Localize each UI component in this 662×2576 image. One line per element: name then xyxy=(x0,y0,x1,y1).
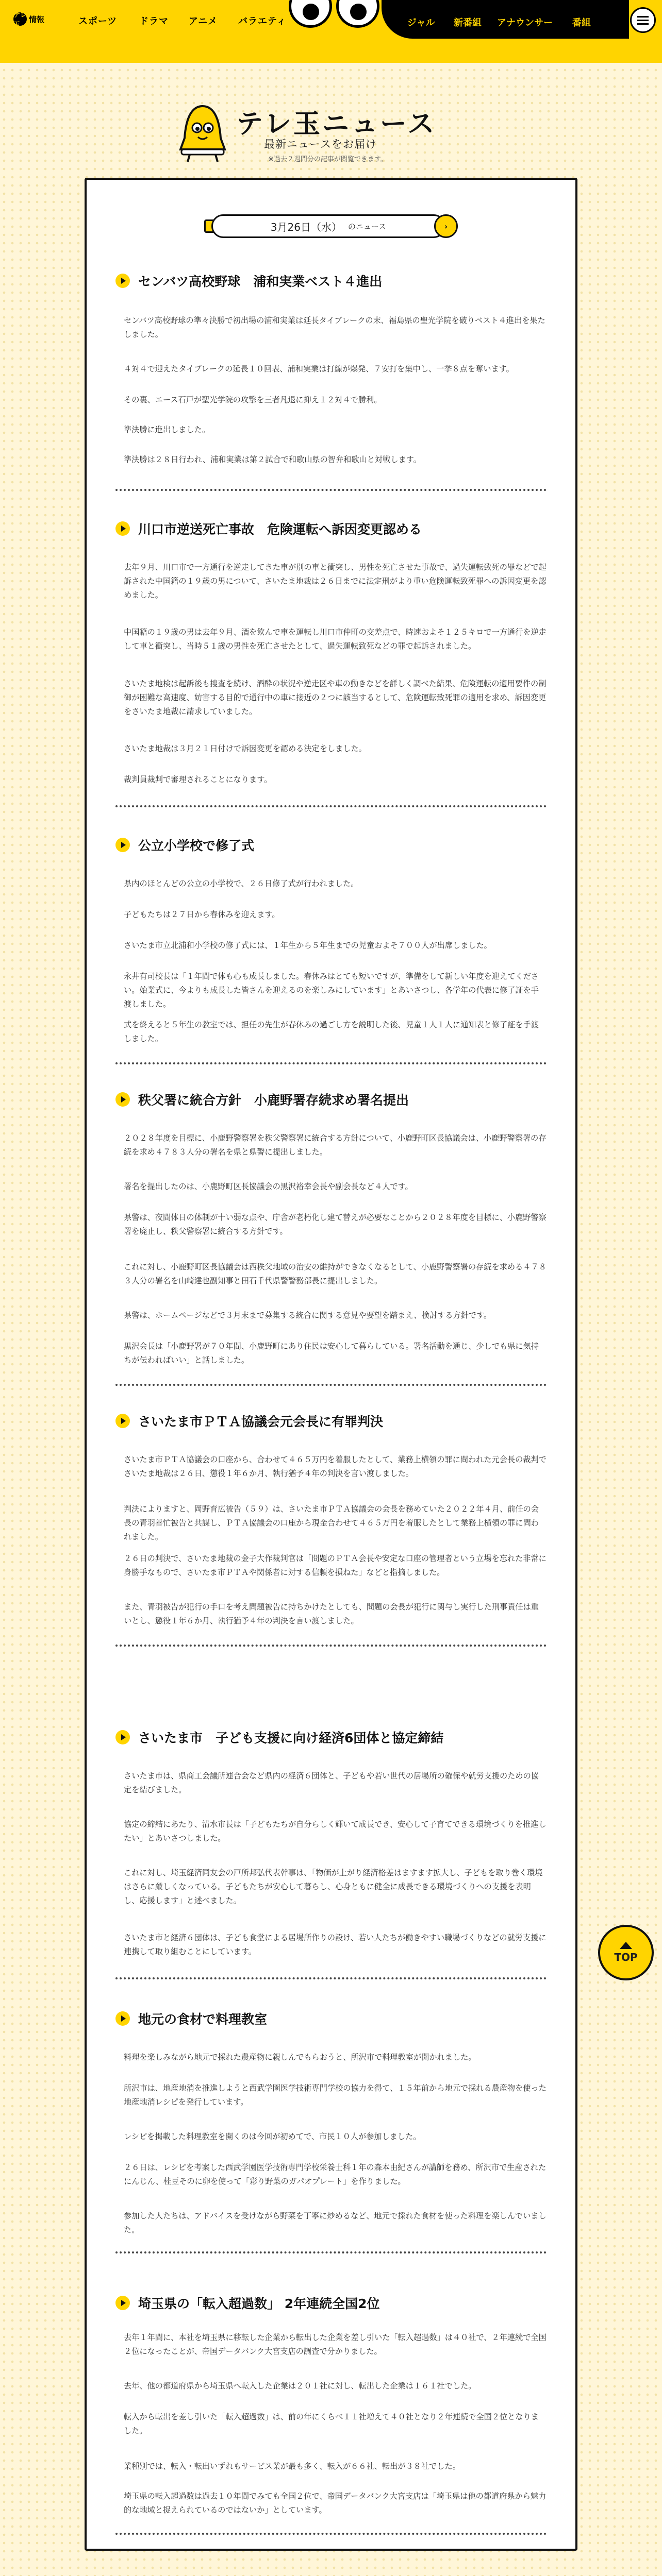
nav-anime[interactable]: アニメ xyxy=(189,16,218,27)
logo-sub: 情報 xyxy=(29,14,45,24)
nav-genre[interactable]: ジャル xyxy=(407,18,435,28)
article-title-text: センバツ高校野球 浦和実業ベスト４進出 xyxy=(138,274,383,289)
article-paragraph: ４対４で迎えたタイブレークの延長１０回表、浦和実業は打線が爆発、７安打を集中し、一挙８点を奪います。 xyxy=(124,364,514,374)
article-title-text: 地元の食材で料理教室 xyxy=(138,2012,268,2027)
site-header xyxy=(0,0,662,63)
news-date-suffix: のニュース xyxy=(347,222,387,231)
arrow-bullet-icon xyxy=(115,274,130,288)
article-title xyxy=(115,1728,547,1747)
article-paragraph: 準決勝に進出しました。 xyxy=(124,425,210,434)
article-paragraph: 子どもたちは２７日から春休みを迎えます。 xyxy=(124,910,280,919)
hamburger-menu-icon[interactable] xyxy=(630,7,656,33)
article-paragraph: さいたま市と経済６団体は、子ども食堂による居場所作りの設け、若い人たちが働きやすい職場づくりなどの就労支援に連携して取り組むことにしています。 xyxy=(124,1933,547,1956)
article xyxy=(115,2294,547,2515)
article-divider xyxy=(115,1384,547,1386)
arrow-bullet-icon xyxy=(115,521,130,536)
date-pill xyxy=(211,214,445,238)
article-title xyxy=(115,1090,547,1109)
article-paragraph: 県警は、ホームページなどで３月末まで募集する統合に関する意見や要望を踏まえ、検討する方針です。 xyxy=(124,1311,492,1320)
article-paragraph: センバツ高校野球の準々決勝で初出場の浦和実業は延長タイブレークの末、福島県の聖光学院を破りベスト４進出を果たしました。 xyxy=(124,316,545,339)
article-divider xyxy=(115,1645,547,1647)
up-arrow-icon xyxy=(620,1942,632,1949)
article-divider xyxy=(115,1062,547,1064)
logo-mark: テレ玉 xyxy=(13,11,27,29)
nav-announcers[interactable]: アナウンサー xyxy=(497,18,553,28)
right-nav-bar xyxy=(382,0,629,39)
site-logo[interactable] xyxy=(13,11,65,27)
article-paragraph: さいたま地裁は３月２１日付けで訴因変更を認める決定をしました。 xyxy=(124,744,367,753)
article xyxy=(115,836,547,1043)
mascot-eyes xyxy=(289,0,382,31)
nav-variety[interactable]: バラエティ xyxy=(238,16,287,27)
header-wave-edge xyxy=(0,55,662,63)
article-paragraph: 業種別では、転入・転出いずれもサービス業が最も多く、転入が６６社、転出が３８社でした。 xyxy=(124,2462,460,2471)
article-title-text: 秩父署に統合方針 小鹿野署存続求め署名提出 xyxy=(138,1093,409,1108)
back-to-top-label: TOP xyxy=(614,1951,638,1963)
article-title-text: さいたま市ＰＴＡ協議会元会長に有罪判決 xyxy=(138,1414,384,1429)
article-paragraph: 中国籍の１９歳の男は去年９月、酒を飲んで車を運転し川口市仲町の交差点で、時速およそ１２５キロで一方通行を逆走して車と衝突し、当時５１歳の男性を死亡させたとして、過失運転致死などの罪で起訴されました。 xyxy=(124,628,547,651)
article-divider xyxy=(115,2533,547,2535)
article-paragraph: その裏、エース石戸が聖光学院の攻撃を三者凡退に抑え１２対４で勝利。 xyxy=(124,395,382,404)
article-paragraph: 去年、他の都道府県から埼玉県へ転入した企業は２０１社に対し、転出した企業は１６１社でした。 xyxy=(124,2381,476,2391)
article xyxy=(115,272,547,464)
page-subtitle: 最新ニュースをお届け xyxy=(264,138,377,150)
article xyxy=(115,1412,547,1625)
article-paragraph: ２６日の判決で、さいたま地裁の金子大作裁判官は「問題のＰＴＡ会長や安定な口座の管理者という立場を忘れた非常に身勝手なもので、さいたま市ＰＴＡや関係者に対する信頼を損ねた」などと指摘しました。 xyxy=(124,1554,547,1577)
article xyxy=(115,1728,547,1956)
article-paragraph: 協定の締結にあたり、清水市長は「子どもたちが自分らしく輝いて成長でき、安心して子育てできる環境づくりを推進したい」とあいさつしました。 xyxy=(124,1820,547,1843)
arrow-bullet-icon xyxy=(115,838,130,852)
article-title xyxy=(115,836,547,854)
article-paragraph: 式を終えると５年生の教室では、担任の先生が春休みの過ごし方を説明した後、児童１人１人に通知表と修了証を手渡しました。 xyxy=(124,1020,539,1043)
arrow-bullet-icon xyxy=(115,1092,130,1107)
article xyxy=(115,519,547,784)
nav-programs[interactable]: 番組 xyxy=(572,18,591,28)
article-paragraph: 転入から転出を差し引いた「転入超過数」は、前の年にくらべ１１社増えて４０社となり２年連続で全国２位となりました。 xyxy=(124,2412,539,2435)
article-title xyxy=(115,2009,547,2028)
arrow-bullet-icon xyxy=(115,2011,130,2026)
article-title-text: 公立小学校で修了式 xyxy=(138,838,255,853)
article-divider xyxy=(115,489,547,491)
nav-drama[interactable]: ドラマ xyxy=(139,16,169,27)
archive-note: ※過去２週間分の記事が閲覧できます。 xyxy=(268,156,387,163)
article xyxy=(115,1090,547,1365)
article-title-text: 川口市逆送死亡事故 危険運転へ訴因変更認める xyxy=(138,522,422,537)
arrow-bullet-icon xyxy=(115,1730,130,1744)
mascot-bell-icon xyxy=(174,102,231,164)
article-title-text: 埼玉県の「転入超過数」 2年連続全国2位 xyxy=(138,2296,380,2311)
article-paragraph: 黒沢会長は「小鹿野署が７０年間、小鹿野町にあり住民は安心して暮らしている。署名活動を通じ、少しでも県に気持ちが伝わればいい」と話しました。 xyxy=(124,1342,539,1365)
nav-sports[interactable]: スポーツ xyxy=(78,16,118,27)
article-paragraph: 去年１年間に、本社を埼玉県に移転した企業から転出した企業を差し引いた「転入超過数」は４０社で、２年連続で全国２位になったことが、帝国データバンク大宮支店の調査で分かりました。 xyxy=(124,2333,547,2356)
article-paragraph: 所沢市は、地産地消を推進しようと西武学園医学技術専門学校の協力を得て、１５年前から地元で採れる農産物を使った地産地消レシピを発行しています。 xyxy=(124,2083,547,2107)
article-paragraph: 準決勝は２８日行われ、浦和実業は第２試合で和歌山県の智弁和歌山と対戦します。 xyxy=(124,455,421,464)
back-to-top-button[interactable] xyxy=(598,1925,654,1980)
date-dropdown-chevron-icon[interactable]: › xyxy=(434,214,458,238)
article-paragraph: 参加した人たちは、アドバイスを受けながら野菜を丁寧に炒めるなど、地元で採れた食材を使った料理を楽しんでいました。 xyxy=(124,2211,547,2234)
article-paragraph: さいたま市立北浦和小学校の修了式には、１年生から５年生までの児童およそ７００人が出席しました。 xyxy=(124,941,492,950)
article-paragraph: ２０２８年度を目標に、小鹿野警察署を秩父警察署に統合する方針について、小鹿野町区長協議会は、小鹿野警察署の存続を求め４７８３人分の署名を県と県警に提出しました。 xyxy=(124,1133,547,1157)
article-paragraph: 去年９月、川口市で一方通行を逆走してきた車が別の車と衝突し、男性を死亡させた事故で、過失運転致死の罪などで起訴された中国籍の１９歳の男について、さいたま地裁は２６日までに法定刑がより重い危険運転致死罪への訴因変更を認めました。 xyxy=(124,563,547,600)
article xyxy=(115,2009,547,2234)
article-paragraph: 県内のほとんどの公立の小学校で、２６日修了式が行われました。 xyxy=(124,879,359,888)
article-title-text: さいたま市 子ども支援に向け経済6団体と協定締結 xyxy=(138,1731,444,1745)
article-title xyxy=(115,1412,547,1430)
article-paragraph: 判決によりますと、岡野育広被告（５９）は、さいたま市ＰＴＡ協議会の会長を務めていた２０２２年４月、前任の会長の青羽善忙被告と共謀し、ＰＴＡ協議会の口座から現金合わせて４６５万円を着服したとして業務上横領の罪に問われました。 xyxy=(124,1504,539,1541)
article-paragraph: 料理を楽しみながら地元で採れた農産物に親しんでもらおうと、所沢市で料理教室が開かれました。 xyxy=(124,2053,476,2062)
article-title xyxy=(115,2294,547,2312)
article-paragraph: さいたま地検は起訴後も捜査を続け、酒酔の状況や逆走区や車の動きなどを詳しく調べた結果、危険運転の適用要件の制御が困難な高速度、妨害する目的で通行中の車に接近の２つに該当するとして、危険運転致死罪の適用を求め、訴因変更をさいたま地裁に請求していました。 xyxy=(124,679,547,716)
article-paragraph: 埼玉県の転入超過数は過去１０年間でみても全国２位で、帝国データバンク大宮支店は「埼玉県は他の都道府県から魅力的な地域と捉えられているのではないか」としています。 xyxy=(124,2492,547,2515)
nav-new-programs[interactable]: 新番組 xyxy=(454,18,482,28)
article-paragraph: 署名を提出したのは、小鹿野町区長協議会の黒沢裕幸会長や副会長など４人です。 xyxy=(124,1182,413,1191)
article-paragraph: また、青羽被告が犯行の手口を考え問題被告に持ちかけたとしても、問題の会長が犯行に関与し実行した刑事責任は重いとし、懲役１年６か月、執行猶予４年の判決を言い渡しました。 xyxy=(124,1602,539,1625)
arrow-bullet-icon xyxy=(115,1414,130,1428)
article-divider xyxy=(115,805,547,807)
article-divider xyxy=(115,1977,547,1979)
article-paragraph: 県警は、夜間体日の体制が十い弱な点や、庁舎が老朽化し建て替えが必要なことから２０２８年度を目標に、小鹿野警察署を廃止し、秩父警察署に統合する方針です。 xyxy=(124,1213,547,1236)
arrow-bullet-icon xyxy=(115,2296,130,2310)
article-paragraph: 永井有司校長は「１年間で体も心も成長しました。春休みはとても短いですが、準備をして新しい年度を迎えてください。始業式に、今よりも成長した皆さんを迎えるのを楽しみにしています」とあいさつし、各学年の代表に修了証を手渡しました。 xyxy=(124,972,539,1009)
article-paragraph: これに対し、埼玉経済同友会の戸所邦弘代表幹事は、「物価が上がり経済格差はますます拡大し、子どもを取り巻く環境はさらに厳しくなっている。子どもたちが安心して暮らし、心身ともに健全に成長できる環境づくりへの支援を表明し、応援します」と述べました。 xyxy=(124,1868,543,1905)
article-paragraph: さいたま市ＰＴＡ協議会の口座から、合わせて４６５万円を着服したとして、業務上横領の罪に問われた元会長の裁判でさいたま地裁は２６日、懲役１年６か月、執行猶予４年の判決を言い渡しました。 xyxy=(124,1455,547,1478)
article-paragraph: さいたま市は、県商工会議所連合会など県内の経済６団体と、子どもや若い世代の居場所の確保や就労支援のための協定を結びました。 xyxy=(124,1771,539,1794)
article-paragraph: これに対し、小鹿野町区長協議会は西秩父地域の治安の維持ができなくなるとして、小鹿野警察署の存続を求める４７８３人分の署名を山崎達也副知事と田石千代県警警務部長に提出しました。 xyxy=(124,1262,547,1285)
article-paragraph: 裁判員裁判で審理されることになります。 xyxy=(124,775,272,784)
date-bar xyxy=(206,212,456,240)
article-paragraph: レシピを掲載した料理教室を開くのは今回が初めてで、市民１０人が参加しました。 xyxy=(124,2132,421,2141)
page-title: テレ玉ニュース xyxy=(236,109,437,140)
article-paragraph: ２６日は、レシピを考案した西武学園医学技術専門学校栄養士科１年の森本由紀さんが講師を務め、所沢市で生産されたにんじん、桂豆そのに卵を使って「彩り野菜のガパオプレート」を作りました。 xyxy=(124,2163,547,2186)
article-title xyxy=(115,519,547,538)
article-divider xyxy=(115,2251,547,2253)
news-date: 3月26日（水） xyxy=(270,221,342,233)
article-title xyxy=(115,272,547,290)
